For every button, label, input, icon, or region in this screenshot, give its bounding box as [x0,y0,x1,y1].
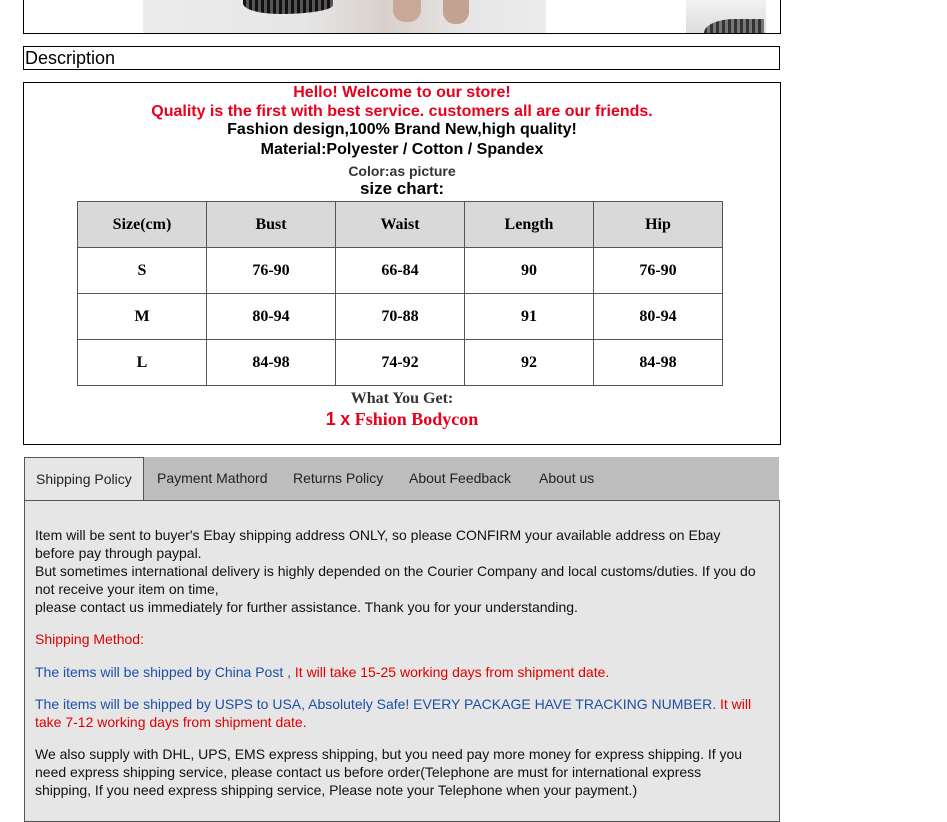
table-cell: 80-94 [594,294,723,340]
table-cell: 90 [465,248,594,294]
policy-delivery-line2: not receive your item on time, [35,581,219,597]
bust-header-cell: Bust [207,202,336,248]
table-cell: 84-98 [594,340,723,386]
package-item: Fshion Bodycon [354,409,479,429]
product-thumbnail[interactable] [686,0,766,33]
policy-address-line1: Item will be sent to buyer's Ebay shipping address ONLY, so please CONFIRM your available address on Ebay [35,527,721,543]
tab-shipping-policy[interactable]: Shipping Policy [24,457,144,500]
policy-delivery-line1: But sometimes international delivery is highly depended on the Courier Company and local customs/duties. If you do [35,563,756,579]
tab-payment-mathord[interactable]: Payment Mathord [157,470,268,486]
table-cell: 76-90 [594,248,723,294]
thumbnail-lace-detail [704,19,764,33]
length-header-cell: Length [465,202,594,248]
size-header-cell: Size(cm) [78,202,207,248]
table-cell: L [78,340,207,386]
china-post-text: The items will be shipped by China Post , [35,664,292,680]
table-row [78,248,723,294]
color-text: Color:as picture [348,163,456,179]
table-cell: 91 [465,294,594,340]
size-chart-table [77,201,723,386]
policy-tab-bar [24,457,779,500]
size-chart-title: size chart: [359,179,445,198]
table-cell: 76-90 [207,248,336,294]
shipping-policy-panel [24,500,780,822]
tab-about-us[interactable]: About us [539,470,595,486]
china-post-line [35,663,770,681]
tab-returns-policy[interactable]: Returns Policy [293,470,384,486]
table-cell: M [78,294,207,340]
express-line2: need express shipping service, please contact us before order(Telephone are must for international express [35,764,702,780]
product-image-gallery [23,0,781,34]
description-header: Description [23,46,780,70]
table-cell: 74-92 [336,340,465,386]
package-contents [24,409,780,430]
policy-contact-line: please contact us immediately for further assistance. Thank you for your understanding. [35,599,578,615]
model-leg-left [393,0,421,22]
table-cell: 92 [465,340,594,386]
china-post-duration: It will take 15-25 working days from shipment date. [291,664,610,680]
express-line3: shipping, If you need express shipping service, Please note your Telephone when your payment.) [35,782,638,798]
lace-hem-detail [243,0,333,14]
table-cell: 70-88 [336,294,465,340]
table-cell: 66-84 [336,248,465,294]
usps-duration-end: take 7-12 working days from shipment date. [35,714,307,730]
hip-header-cell: Hip [594,202,723,248]
description-box [23,82,781,445]
usps-line [35,695,770,713]
waist-header-cell: Waist [336,202,465,248]
size-table-header-row [78,202,723,248]
quality-text: Quality is the first with best service. customers all are our friends. [151,103,653,120]
table-row [78,340,723,386]
greeting-text: Hello! Welcome to our store! [293,84,511,101]
fashion-text: Fashion design,100% Brand New,high quality! [227,121,577,138]
package-times-sign: x [340,409,351,429]
usps-duration-start: It will [716,696,752,712]
package-quantity: 1 [325,409,336,429]
usps-text: The items will be shipped by USPS to USA, Absolutely Safe! EVERY PACKAGE HAVE TRACKING NUMBER. [35,696,717,712]
tab-about-feedback[interactable]: About Feedback [409,470,511,486]
table-cell: 80-94 [207,294,336,340]
express-line1: We also supply with DHL, UPS, EMS express shipping, but you need pay more money for express shipping. If you [35,746,743,762]
model-leg-right [443,0,469,24]
table-row [78,294,723,340]
table-cell: S [78,248,207,294]
shipping-method-label: Shipping Method: [35,631,144,647]
material-text: Material:Polyester / Cotton / Spandex [260,141,544,158]
table-cell: 84-98 [207,340,336,386]
product-photo[interactable] [143,0,546,33]
policy-address-line2: before pay through paypal. [35,545,202,561]
what-you-get-title: What You Get: [350,390,454,407]
